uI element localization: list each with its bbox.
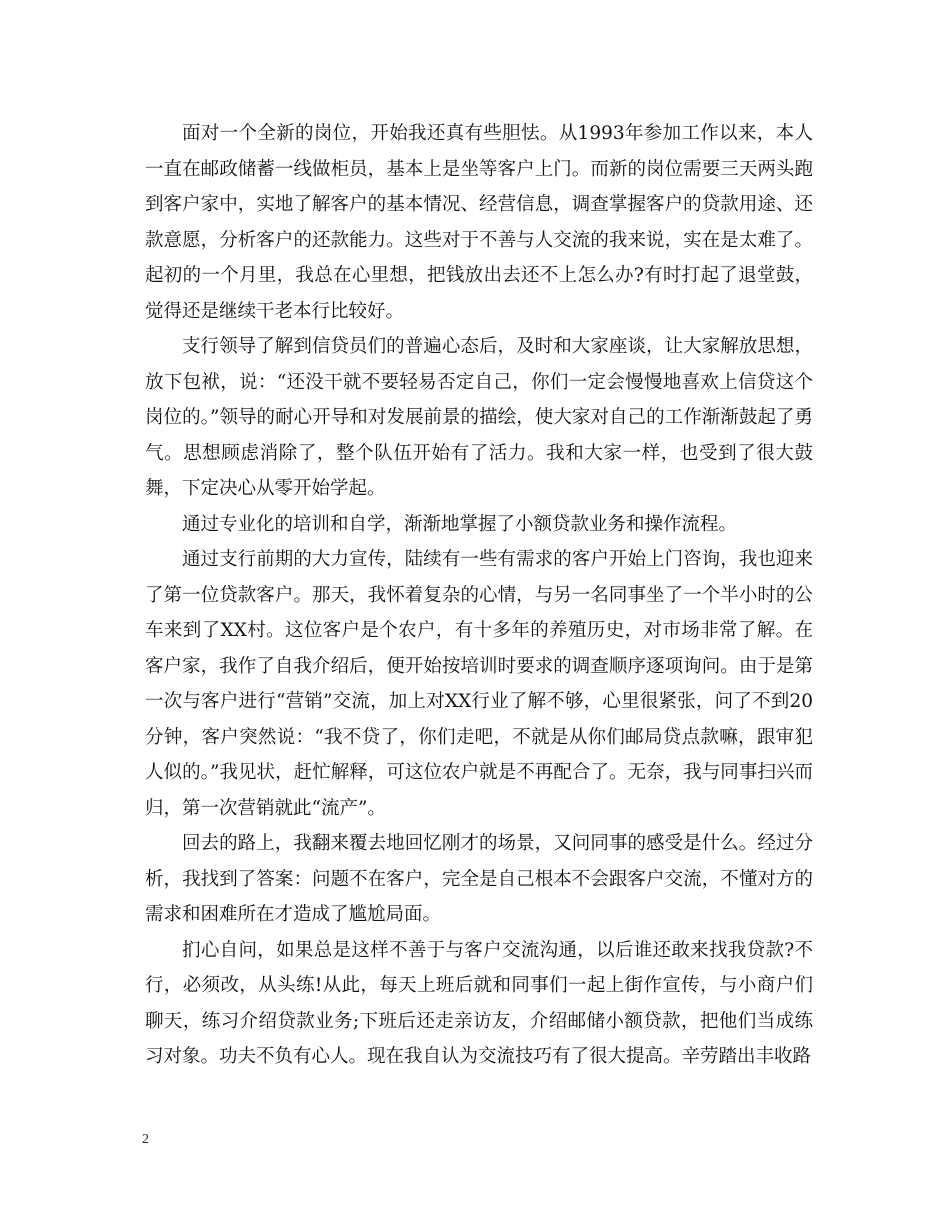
page-number: 2 bbox=[142, 1132, 149, 1147]
paragraph-6: 扪心自问，如果总是这样不善于与客户交流沟通，以后谁还敢来找我贷款?不行，必须改，从头练!从此，每天上班后就和同事们一起上街作宣传，与小商户们聊天，练习介绍贷款业务;下班后还走亲访友，介绍邮储小额贷款，把他们当成练习对象。功夫不负有心人。现在我自认为交流技巧有了很大提高。辛劳踏出丰收路 bbox=[145, 939, 813, 1067]
paragraph-1: 面对一个全新的岗位，开始我还真有些胆怯。从1993年参加工作以来，本人一直在邮政储蓄一线做柜员，基本上是坐等客户上门。而新的岗位需要三天两头跑到客户家中，实地了解客户的基本情况、经营信息，调查掌握客户的贷款用途、还款意愿，分析客户的还款能力。这些对于不善与人交流的我来说，实在是太难了。起初的一个月里，我总在心里想，把钱放出去还不上怎么办?有时打起了退堂鼓，觉得还是继续干老本行比较好。 bbox=[145, 123, 813, 322]
paragraph-5: 回去的路上，我翻来覆去地回忆刚才的场景，又问同事的感受是什么。经过分析，我找到了答案：问题不在客户，完全是自己根本不会跟客户交流，不懂对方的需求和困难所在才造成了尴尬局面。 bbox=[145, 833, 813, 925]
document-body bbox=[145, 116, 813, 1075]
paragraph-4: 通过支行前期的大力宣传，陆续有一些有需求的客户开始上门咨询，我也迎来了第一位贷款客户。那天，我怀着复杂的心情，与另一名同事坐了一个半小时的公车来到了XX村。这位客户是个农户，有十多年的养殖历史，对市场非常了解。在客户家，我作了自我介绍后，便开始按培训时要求的调查顺序逐项询问。由于是第一次与客户进行“营销”交流，加上对XX行业了解不够，心里很紧张，问了不到20分钟，客户突然说：“我不贷了，你们走吧，不就是从你们邮局贷点款嘛，跟审犯人似的。”我见状，赶忙解释，可这位农户就是不再配合了。无奈，我与同事扫兴而归，第一次营销就此“流产”。 bbox=[145, 549, 813, 819]
paragraph-3: 通过专业化的培训和自学，渐渐地掌握了小额贷款业务和操作流程。 bbox=[182, 513, 738, 535]
paragraph-2: 支行领导了解到信贷员们的普遍心态后，及时和大家座谈，让大家解放思想，放下包袱，说：“还没干就不要轻易否定自己，你们一定会慢慢地喜欢上信贷这个岗位的。”领导的耐心开导和对发展前景的描绘，使大家对自己的工作渐渐鼓起了勇气。思想顾虑消除了，整个队伍开始有了活力。我和大家一样，也受到了很大鼓舞，下定决心从零开始学起。 bbox=[145, 336, 813, 499]
